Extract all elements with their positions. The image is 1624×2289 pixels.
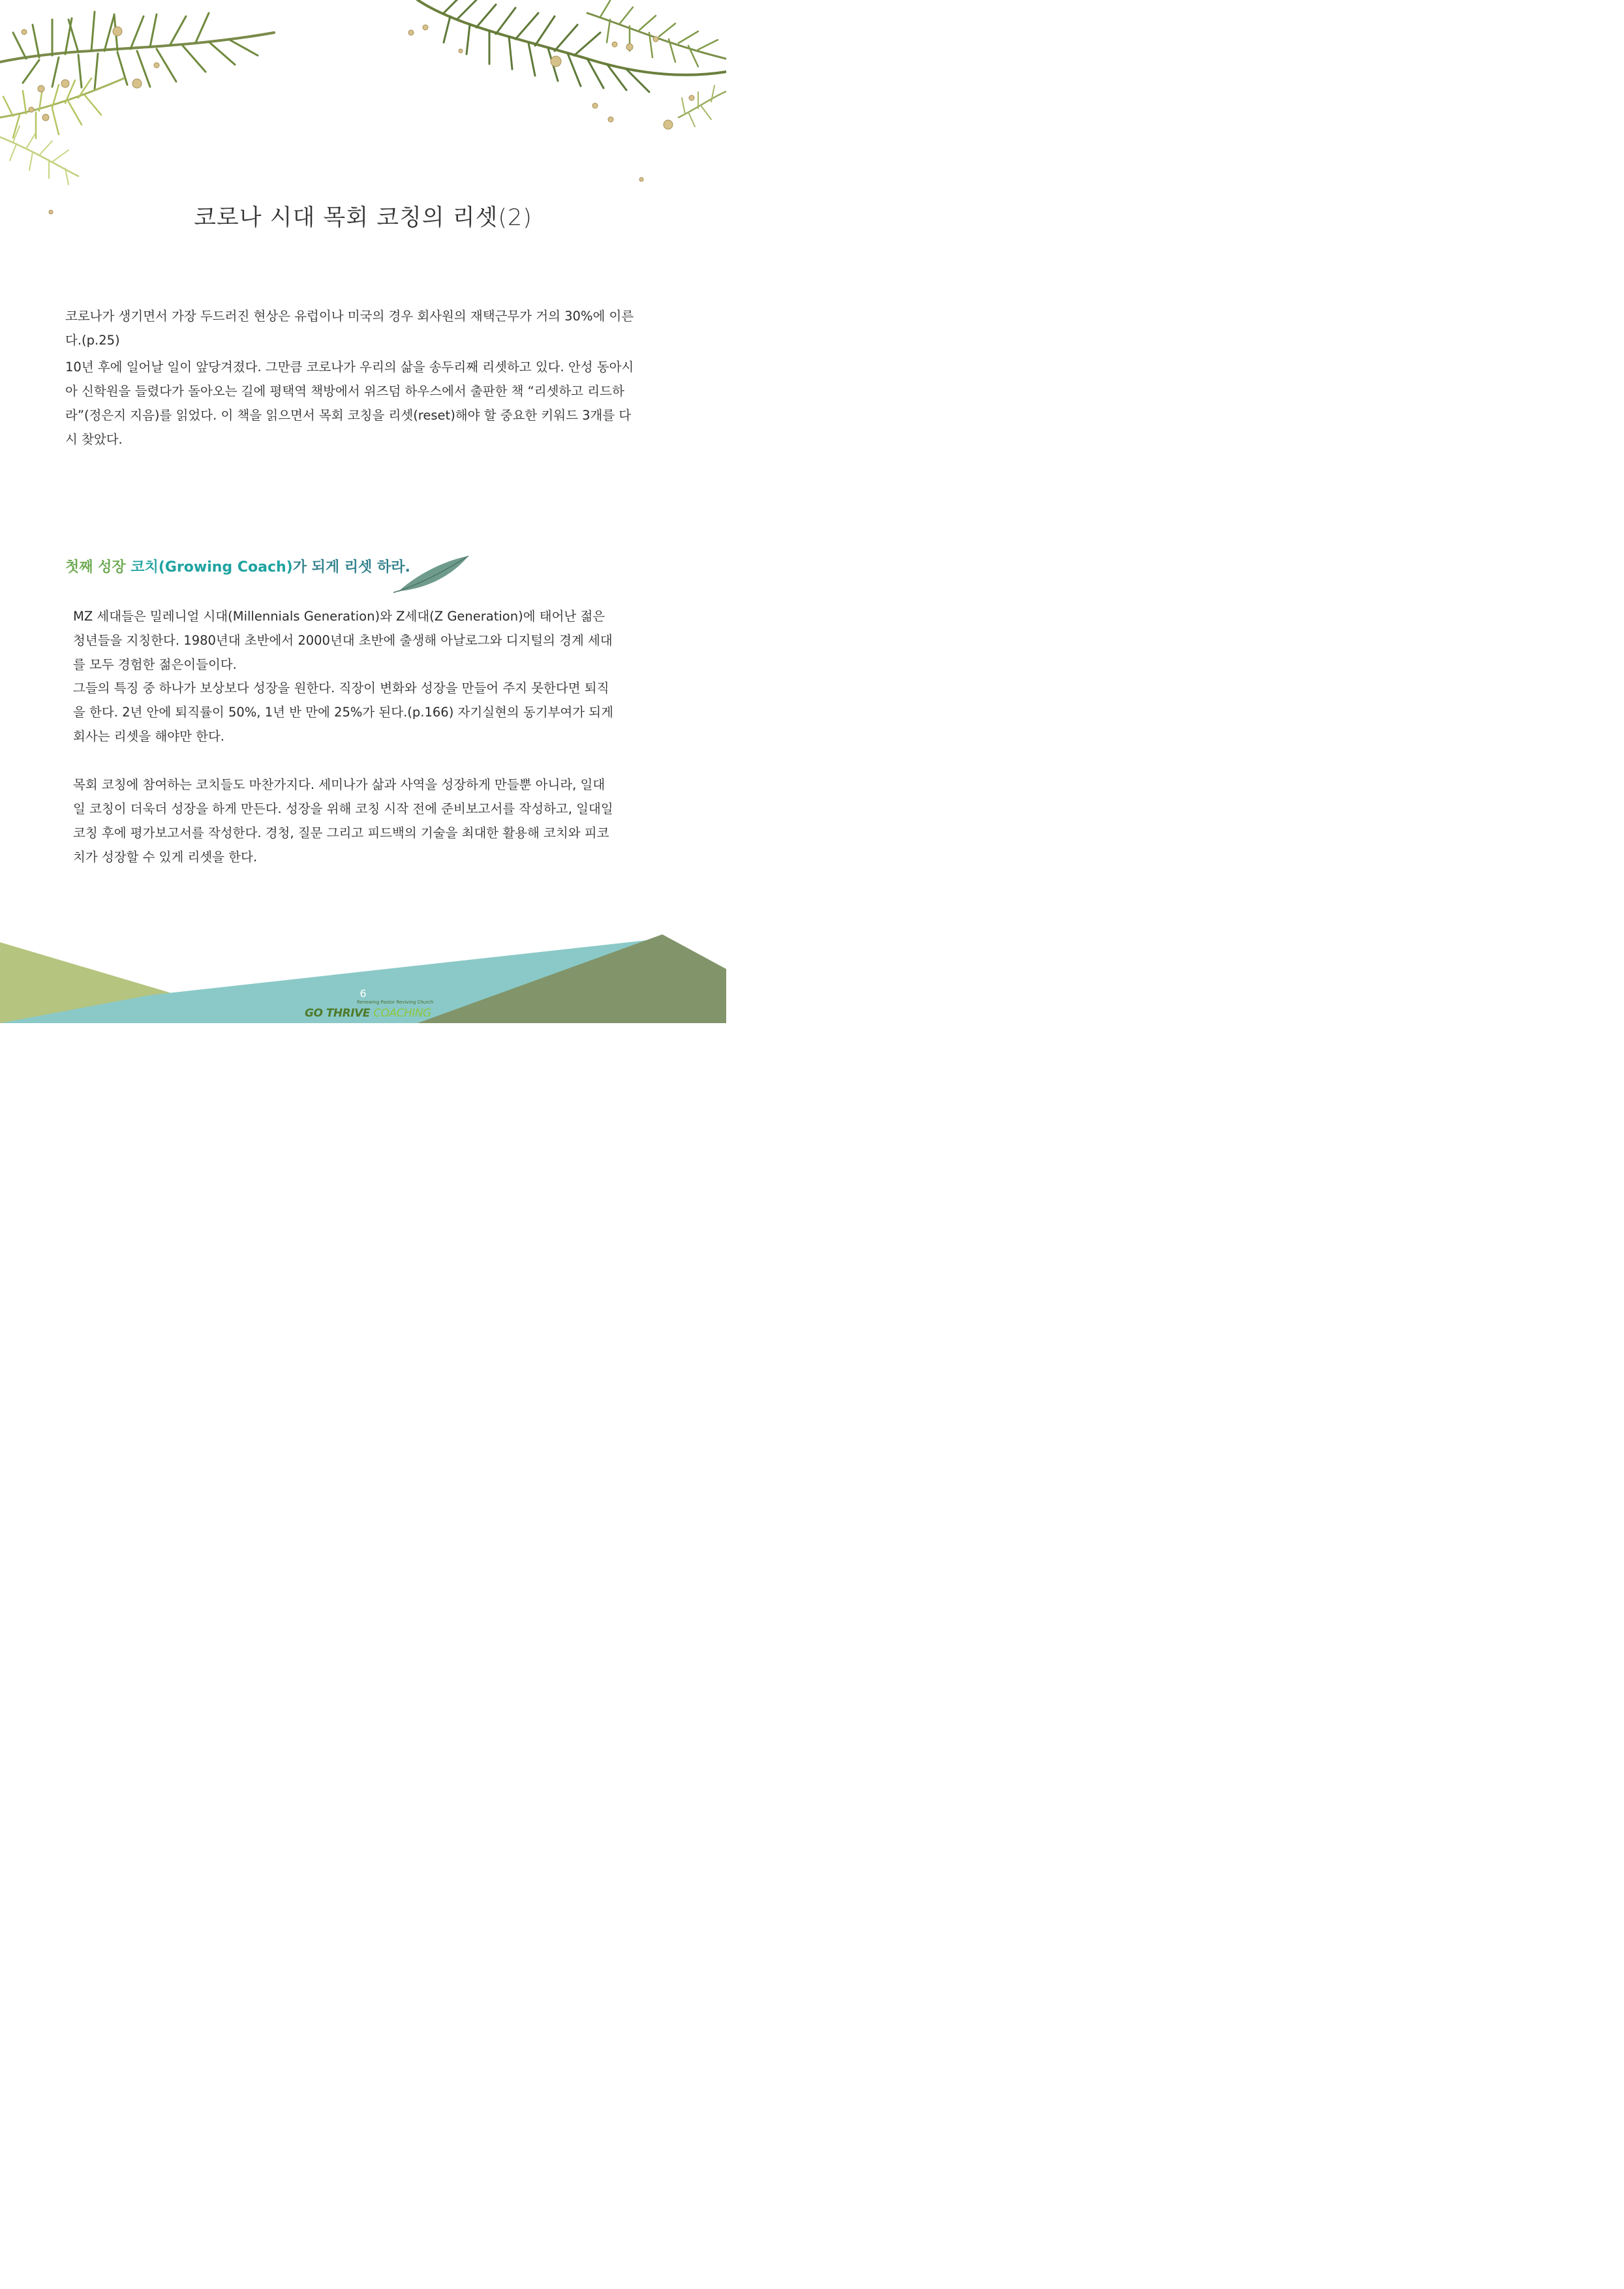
section-paragraph-2: 그들의 특징 중 하나가 보상보다 성장을 원한다. 직장이 변화와 성장을 만들어 주지 못한다면 퇴직을 한다. 2년 안에 퇴직률이 50%, 1년 반 만에 25%가 된다.(p.166) 자기실현의 동기부여가 되게 회사는 리셋을 해야만 한다. bbox=[73, 681, 613, 744]
section-heading bbox=[65, 556, 410, 576]
logo bbox=[305, 1007, 431, 1020]
section-paragraph-3: 목회 코칭에 참여하는 코치들도 마찬가지다. 세미나가 삶과 사역을 성장하게 만들뿐 아니라, 일대일 코칭이 더욱더 성장을 하게 만든다. 성장을 위해 코칭 시작 전에 준비보고서를 작성하고, 일대일 코칭 후에 평가보고서를 작성한다. 경청, 질문 그리고 피드백의 기술을 최대한 활용해 코치와 피코치가 성장할 수 있게 리셋을 한다. bbox=[73, 777, 613, 865]
section-paragraph-1: MZ 세대들은 밀레니얼 시대(Millennials Generation)와 Z세대(Z Generation)에 태어난 젊은 청년들을 지칭한다. 1980년대 초반에서 2000년대 초반에 출생해 아날로그와 디지털의 경계 세대를 모두 경험한 젊은이들이다. bbox=[73, 609, 613, 672]
intro-paragraph-2: 10년 후에 일어날 일이 앞당겨졌다. 그만큼 코로나가 우리의 삶을 송두리째 리셋하고 있다. 안성 동아시아 신학원을 들렸다가 돌아오는 길에 평택역 책방에서 위즈덤 하우스에서 출판한 책 “리셋하고 리드하라”(정은지 지음)를 읽었다. 이 책을 읽으면서 목회 코칭을 리셋(reset)해야 할 중요한 키워드 3개를 다시 찾았다. bbox=[65, 360, 634, 447]
page-number: 6 bbox=[360, 987, 367, 1000]
pine-branch-decoration bbox=[0, 0, 726, 215]
section-heading-part3: 가 되게 리셋 하라. bbox=[292, 559, 410, 576]
section-heading-part1: 첫째 성장 bbox=[65, 559, 131, 576]
section-heading-part2: 코치(Growing Coach) bbox=[130, 559, 293, 576]
page-title: 코로나 시대 목회 코칭의 리셋(2) bbox=[194, 205, 532, 231]
logo-tagline: Renewing Pastor Reviving Church bbox=[357, 1000, 434, 1005]
leaf-icon bbox=[393, 552, 472, 598]
intro-paragraph-1: 코로나가 생기면서 가장 두드러진 현상은 유럽이나 미국의 경우 회사원의 재택근무가 거의 30%에 이른다.(p.25) bbox=[65, 309, 634, 348]
logo-part1: GO THRIVE bbox=[305, 1007, 374, 1020]
logo-part2: COACHING bbox=[373, 1007, 431, 1020]
